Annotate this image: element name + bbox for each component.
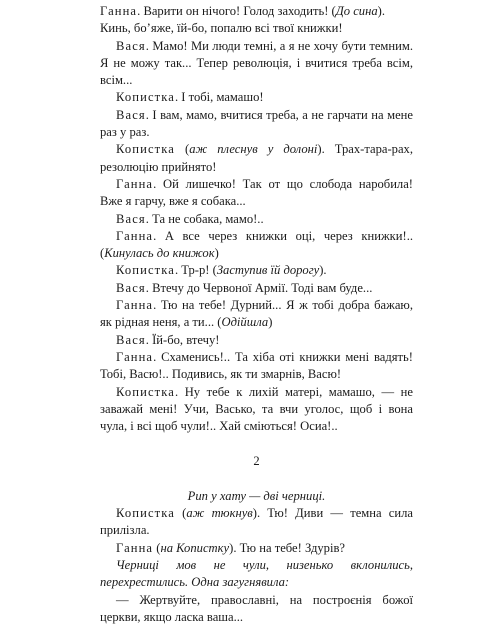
dialogue-line: Вася. Та не собака, мамо!.. — [100, 211, 413, 228]
stage-direction: До сина — [336, 4, 378, 18]
dialogue-line: — Жертвуйте, православні, на построєнія божої церкви, якщо ласка ваша... — [100, 592, 413, 626]
dialogue-line: Ганна. А все через книжки оці, через книжки!.. (Кинулась до книжок) — [100, 228, 413, 263]
speaker-name: Вася — [116, 39, 146, 53]
section-number: 2 — [100, 453, 413, 470]
stage-direction-paragraph: Черниці мов не чули, низенько вклонились, перехрестились. Одна загугнявила: — [100, 557, 413, 592]
speaker-name: Ганна — [116, 229, 153, 243]
speaker-name: Копистка — [116, 385, 175, 399]
speaker-name: Ганна — [100, 4, 137, 18]
speaker-name: Вася — [116, 281, 146, 295]
stage-direction: на Копистку — [160, 541, 229, 555]
dialogue-line: Вася. І вам, мамо, вчитися треба, а не гарчати на мене раз у раз. — [100, 107, 413, 142]
speaker-name: Копистка — [116, 506, 175, 520]
speaker-name: Вася — [116, 108, 146, 122]
dialogue-line: Ганна. Варити он нічого! Голод заходить! (До сина). — [100, 3, 413, 20]
dialogue-line: Кинь, бо’яже, їй-бо, попалю всі твої книжки! — [100, 20, 413, 37]
dialogue-line: Вася. Мамо! Ми люди темні, а я не хочу бути темним. Я не можу так... Тепер революція, і вчитися треба всім, всім... — [100, 38, 413, 90]
dialogue-line: Копистка (аж тюкнув). Тю! Диви — темна сила прилізла. — [100, 505, 413, 540]
speaker-name: Копистка — [116, 263, 175, 277]
dialogue-line: Ганна. Ой лишечко! Так от що слобода наробила! Вже я гарчу, вже я собака... — [100, 176, 413, 211]
page-text — [100, 3, 413, 626]
dialogue-line: Ганна. Схаменись!.. Та хіба оті книжки мені вадять! Тобі, Васю!.. Подивись, як ти змарнів, Васю! — [100, 349, 413, 384]
dialogue-line: Вася. Їй-бо, втечу! — [100, 332, 413, 349]
stage-direction-heading: Рип у хату — дві черниці. — [100, 488, 413, 505]
dialogue-line: Копистка. Ну тебе к лихій матері, мамашо, — не заважай мені! Учи, Васько, та вчи уголос, щоб і вона чула, і всі щоб чули!.. Хай сміються! Осиа!.. — [100, 384, 413, 436]
speaker-name: Вася — [116, 212, 146, 226]
stage-direction: Кинулась до книжок — [104, 246, 214, 260]
dialogue-line: Ганна (на Копистку). Тю на тебе! Здурів? — [100, 540, 413, 557]
speaker-name: Ганна — [116, 177, 153, 191]
speaker-name: Ганна — [116, 350, 153, 364]
dialogue-line: Вася. Втечу до Червоної Армії. Тоді вам буде... — [100, 280, 413, 297]
speaker-name: Ганна — [116, 298, 153, 312]
speaker-name: Копистка — [116, 90, 175, 104]
speaker-name: Вася — [116, 333, 146, 347]
stage-direction: Заступив їй дорогу — [217, 263, 319, 277]
dialogue-line: Копистка (аж плеснув у долоні). Трах-тара-рах, резолюцію прийнято! — [100, 141, 413, 176]
speaker-name: Копистка — [116, 142, 175, 156]
stage-direction: Одійшла — [221, 315, 268, 329]
stage-direction: аж плеснув у долоні — [189, 142, 317, 156]
dialogue-line: Копистка. І тобі, мамашо! — [100, 89, 413, 106]
dialogue-line: Копистка. Тр-р! (Заступив їй дорогу). — [100, 262, 413, 279]
speaker-name: Ганна — [116, 541, 153, 555]
stage-direction: аж тюкнув — [186, 506, 252, 520]
dialogue-line: Ганна. Тю на тебе! Дурний... Я ж тобі добра бажаю, як рідная неня, а ти... (Одійшла) — [100, 297, 413, 332]
